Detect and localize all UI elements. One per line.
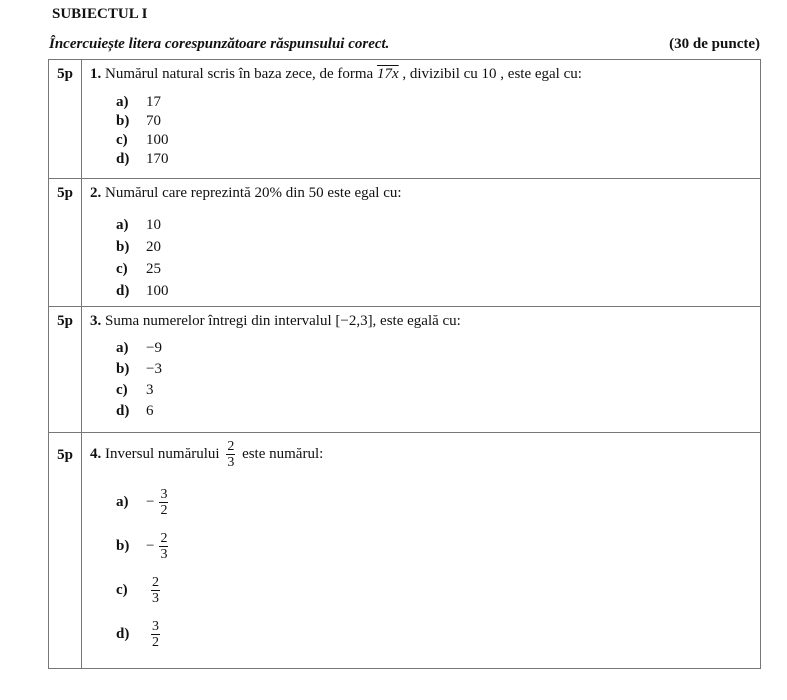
answer-option[interactable] (116, 258, 760, 280)
fraction (151, 619, 160, 650)
answer-option[interactable] (116, 280, 760, 302)
option-label: d) (116, 151, 130, 167)
option-value: −9 (146, 340, 162, 356)
math-expression: 17x (376, 66, 399, 82)
questions-table (48, 59, 761, 669)
question-body (82, 307, 761, 433)
answer-option[interactable] (116, 480, 760, 524)
option-label: a) (116, 217, 129, 233)
question-number: 3. (90, 313, 102, 329)
answer-option[interactable] (116, 401, 760, 422)
option-label: b) (116, 113, 130, 129)
question-row (49, 433, 761, 669)
option-value: 20 (146, 239, 161, 255)
numerator: 2 (160, 530, 168, 546)
option-label: d) (116, 625, 130, 642)
total-points: (30 de puncte) (669, 36, 760, 52)
option-label: b) (116, 239, 130, 255)
answer-option[interactable] (116, 524, 760, 568)
question-number: 4. (90, 446, 102, 462)
option-value: 100 (146, 132, 169, 148)
stem-text: este numărul: (238, 446, 324, 462)
answer-option[interactable] (116, 359, 760, 380)
question-body (82, 179, 761, 307)
question-number: 2. (90, 185, 102, 201)
stem-text: Numărul natural scris în baza zece, de forma (101, 66, 377, 82)
question-row (49, 179, 761, 307)
numerator: 2 (227, 439, 235, 454)
option-label: c) (116, 581, 128, 598)
denominator: 3 (227, 455, 235, 470)
numerator: 2 (152, 574, 159, 590)
option-label: b) (116, 361, 130, 377)
denominator: 3 (152, 590, 159, 606)
points-cell: 5p (49, 60, 82, 179)
instruction-text: Încercuiește litera corespunzătoare răspunsului corect. (49, 36, 390, 52)
option-label: d) (116, 403, 130, 419)
answer-option[interactable] (116, 214, 760, 236)
fraction (226, 439, 235, 470)
answer-option[interactable] (116, 568, 760, 612)
minus-sign: − (146, 493, 155, 510)
question-stem (90, 66, 760, 83)
option-label: c) (116, 261, 128, 277)
fraction (159, 531, 168, 562)
option-label: c) (116, 382, 128, 398)
question-body (82, 60, 761, 179)
option-value: 17 (146, 94, 161, 110)
option-value: 170 (146, 151, 169, 167)
fraction (151, 575, 160, 606)
question-stem (90, 439, 760, 470)
option-label: a) (116, 94, 129, 110)
points-cell: 5p (49, 307, 82, 433)
question-stem (90, 185, 760, 202)
option-value: 3 (146, 382, 154, 398)
question-number: 1. (90, 66, 102, 82)
answer-option[interactable] (116, 131, 760, 150)
option-value: 6 (146, 403, 154, 419)
question-body (82, 433, 761, 669)
question-stem (90, 313, 760, 330)
option-value: 25 (146, 261, 161, 277)
stem-text: Numărul care reprezintă 20% din 50 este egal cu: (101, 185, 402, 201)
denominator: 2 (152, 634, 159, 650)
answer-option[interactable] (116, 338, 760, 359)
fraction (159, 487, 168, 518)
option-label: c) (116, 132, 128, 148)
stem-text: Suma numerelor întregi din intervalul [−2,3], este egală cu: (101, 313, 461, 329)
option-value: −3 (146, 361, 162, 377)
answer-option[interactable] (116, 612, 760, 656)
denominator: 2 (160, 502, 168, 518)
numerator: 3 (160, 486, 168, 502)
numerator: 3 (152, 618, 159, 634)
minus-sign: − (146, 537, 155, 554)
option-value: 10 (146, 217, 161, 233)
points-cell: 5p (49, 433, 82, 669)
answer-option[interactable] (116, 112, 760, 131)
option-value: 100 (146, 283, 169, 299)
stem-text: Inversul numărului (101, 446, 224, 462)
option-label: a) (116, 340, 129, 356)
stem-text: , divizibil cu 10 , este egal cu: (398, 66, 582, 82)
option-label: b) (116, 537, 130, 554)
option-label: a) (116, 493, 129, 510)
option-label: d) (116, 283, 130, 299)
answer-option[interactable] (116, 236, 760, 258)
points-cell: 5p (49, 179, 82, 307)
answer-option[interactable] (116, 150, 760, 169)
question-row (49, 60, 761, 179)
section-title: SUBIECTUL I (52, 6, 148, 22)
option-value: 70 (146, 113, 161, 129)
answer-option[interactable] (116, 93, 760, 112)
denominator: 3 (160, 546, 168, 562)
answer-option[interactable] (116, 380, 760, 401)
question-row (49, 307, 761, 433)
